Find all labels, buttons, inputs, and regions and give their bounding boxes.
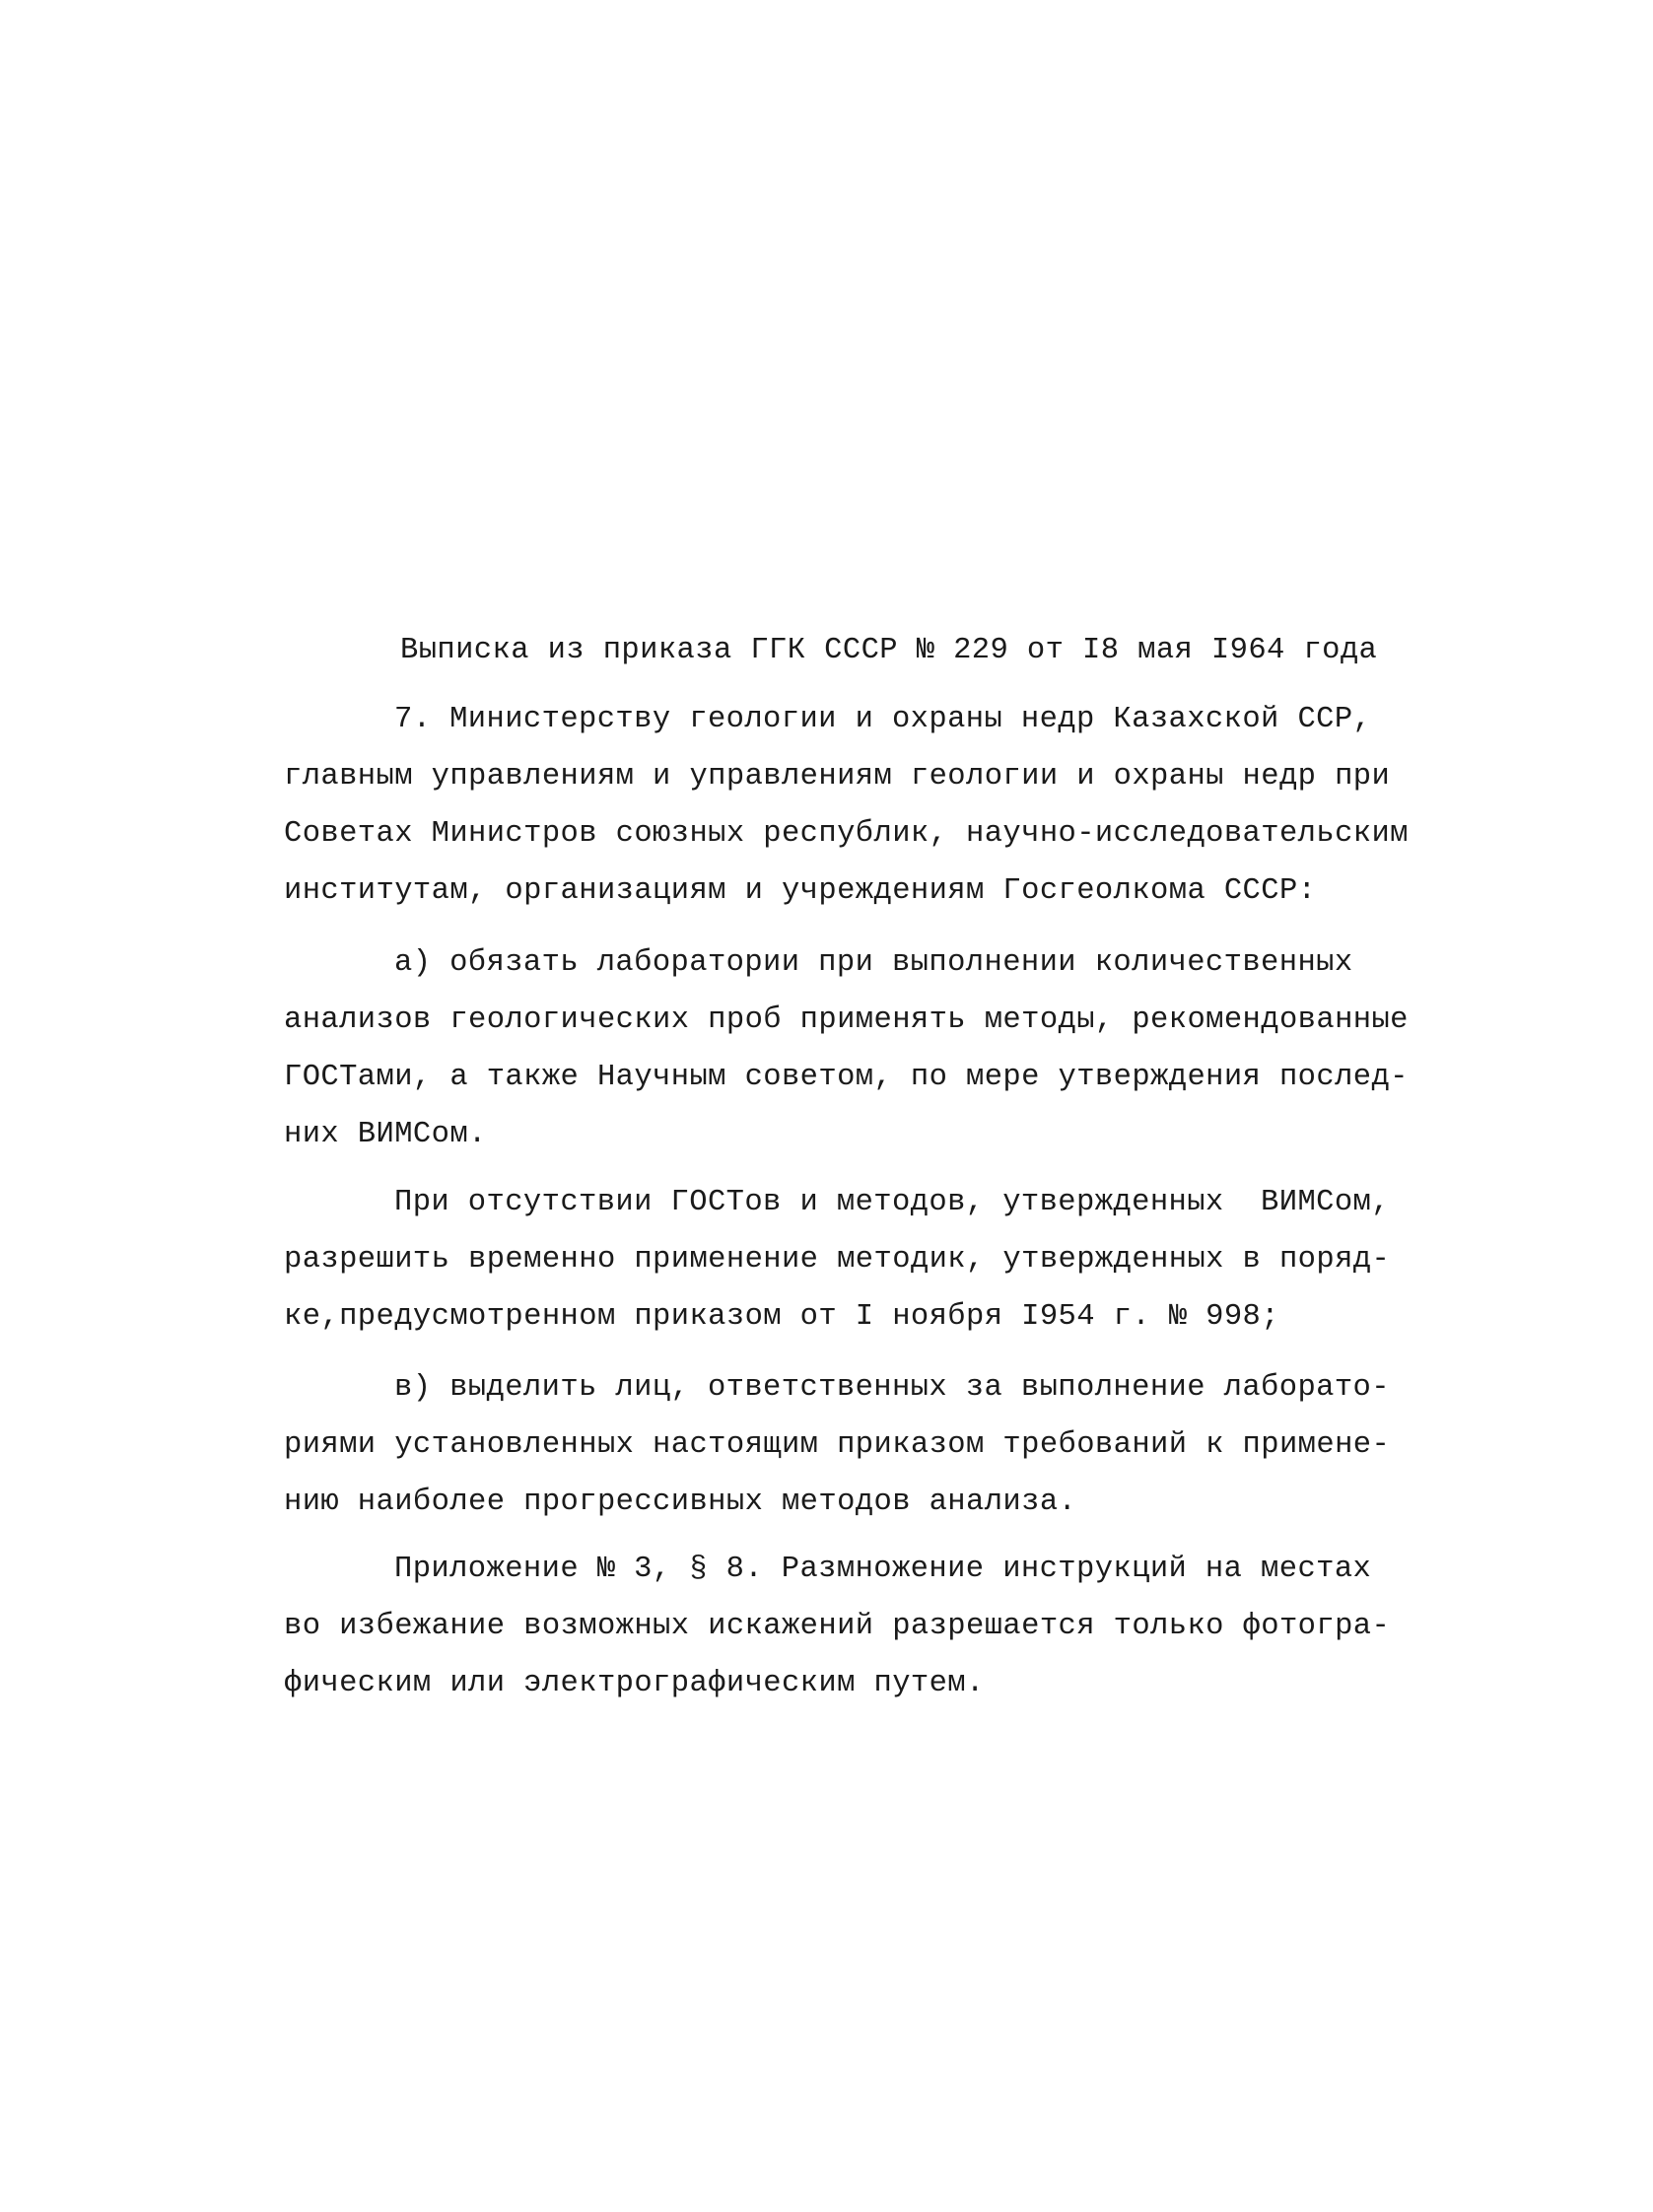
paragraph-line: ГОСТами, а также Научным советом, по мере утверждения послед- [284,1061,1409,1094]
paragraph-line: разрешить временно применение методик, утвержденных в поряд- [284,1243,1391,1277]
paragraph-line: в) выделить лиц, ответственных за выполнение лаборато- [394,1371,1390,1405]
paragraph-line: Приложение № 3, § 8. Размножение инструкций на местах [394,1553,1372,1586]
document-title: Выписка из приказа ГГК СССР № 229 от I8 мая I964 года [400,634,1378,667]
paragraph-line: При отсутствии ГОСТов и методов, утвержденных ВИМСом, [394,1186,1390,1219]
paragraph-line: риями установленных настоящим приказом требований к примене- [284,1428,1391,1462]
paragraph-line: фическим или электрографическим путем. [284,1667,985,1700]
paragraph-line: ке,предусмотренном приказом от I ноября I954 г. № 998; [284,1300,1279,1334]
paragraph-line: нию наиболее прогрессивных методов анализа. [284,1486,1077,1519]
paragraph-line: во избежание возможных искажений разрешается только фотогра- [284,1610,1391,1643]
paragraph-line: них ВИМСом. [284,1118,487,1151]
paragraph-line: Советах Министров союзных республик, научно-исследовательским [284,817,1409,851]
paragraph-line: институтам, организациям и учреждениям Госгеолкома СССР: [284,874,1317,908]
paragraph-line: 7. Министерству геологии и охраны недр Казахской ССР, [394,703,1372,736]
paragraph-line: главным управлениям и управлениям геологии и охраны недр при [284,760,1391,794]
paragraph-line: а) обязать лаборатории при выполнении количественных [394,946,1353,980]
paragraph-line: анализов геологических проб применять методы, рекомендованные [284,1003,1409,1037]
